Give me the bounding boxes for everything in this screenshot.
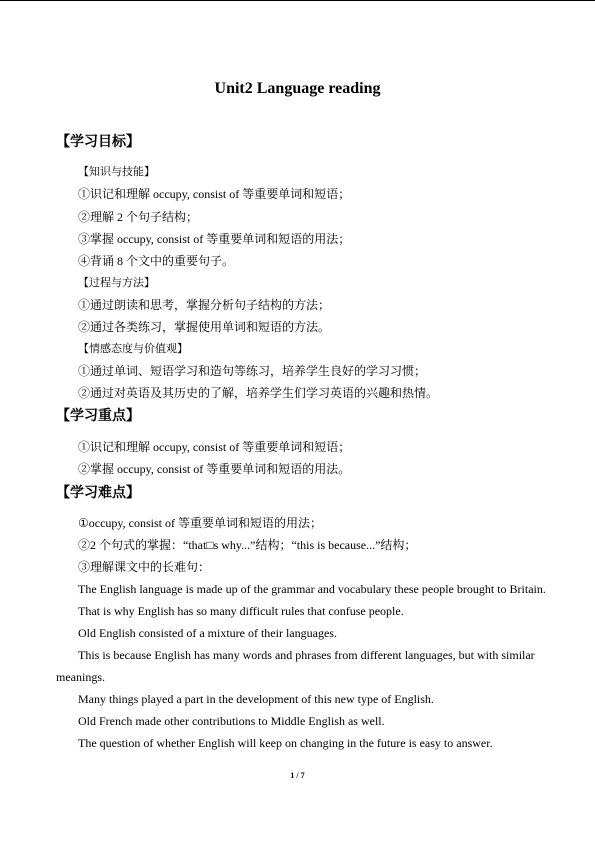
- subheading-knowledge: 【知识与技能】: [78, 165, 155, 178]
- section-heading-goals: 【学习目标】: [56, 134, 140, 150]
- emotion-item-2: ②通过对英语及其历史的了解，培养学生们学习英语的兴趣和热情。: [78, 386, 439, 400]
- process-item-2: ②通过各类练习，掌握使用单词和短语的方法。: [78, 320, 331, 334]
- sentence-7: The question of whether English will keep on changing in the future is easy to answer.: [78, 736, 493, 750]
- difficult-item-2: ②2 个句式的掌握：“that□s why...”结构；“this is because...”结构；: [78, 538, 417, 552]
- top-rule: [0, 0, 595, 1]
- sentence-1: The English language is made up of the grammar and vocabulary these people brought to Britain.: [78, 582, 546, 596]
- subheading-emotion: 【情感态度与价值观】: [78, 342, 188, 355]
- knowledge-item-1: ①识记和理解 occupy, consist of 等重要单词和短语；: [78, 187, 351, 201]
- section-heading-key-points: 【学习重点】: [56, 408, 140, 424]
- sentence-3: Old English consisted of a mixture of their languages.: [78, 626, 337, 640]
- knowledge-item-3: ③掌握 occupy, consist of 等重要单词和短语的用法；: [78, 232, 351, 246]
- sentence-4: This is because English has many words and phrases from different languages, but with similar meanings.: [56, 648, 535, 684]
- key-point-item-2: ②掌握 occupy, consist of 等重要单词和短语的用法。: [78, 462, 351, 476]
- section-heading-difficult-points: 【学习难点】: [56, 485, 140, 501]
- key-point-item-1: ①识记和理解 occupy, consist of 等重要单词和短语；: [78, 440, 351, 454]
- page-title: Unit2 Language reading: [214, 80, 381, 97]
- emotion-item-1: ①通过单词、短语学习和造句等练习，培养学生良好的学习习惯；: [78, 364, 427, 378]
- difficult-item-1: ①occupy, consist of 等重要单词和短语的用法；: [78, 516, 322, 530]
- sentence-2: That is why English has so many difficult rules that confuse people.: [78, 604, 404, 618]
- subheading-process: 【过程与方法】: [78, 276, 155, 289]
- sentence-5: Many things played a part in the development of this new type of English.: [78, 692, 434, 706]
- knowledge-item-4: ④背诵 8 个文中的重要句子。: [78, 254, 235, 268]
- sentence-6: Old French made other contributions to Middle English as well.: [78, 714, 385, 728]
- knowledge-item-2: ②理解 2 个句子结构；: [78, 210, 199, 224]
- process-item-1: ①通过朗读和思考，掌握分析句子结构的方法；: [78, 298, 331, 312]
- page-number: 1 / 7: [290, 771, 305, 780]
- difficult-item-3: ③理解课文中的长难句：: [78, 560, 211, 574]
